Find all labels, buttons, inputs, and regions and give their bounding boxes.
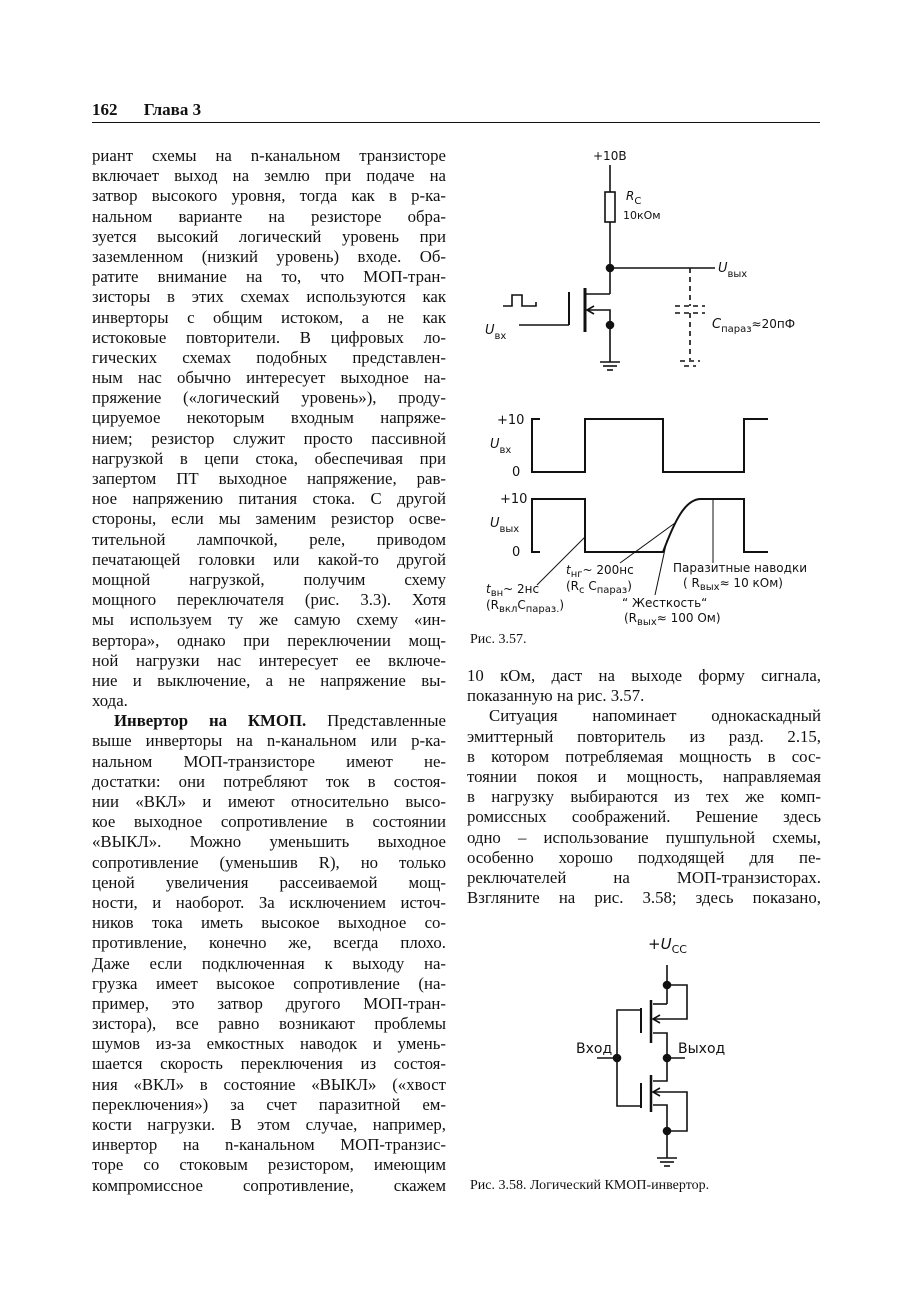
line-text: заземленном (низкий уровень) входе. Об- [92,246,446,266]
line-text: «ВЫКЛ». Можно уменьшить выходное [92,832,446,852]
line-text: ратите внимание на то, что МОП-тран- [92,267,446,287]
rc-label: $R_C$ [626,189,642,207]
line-text: Ситуация напоминает однокаскадный [489,706,821,726]
line-text: переключения») за счет паразитной ем- [92,1094,446,1114]
line-text: кое выходное сопротивление в состоянии [92,812,446,832]
tnr-label: $t_{нг}\sim$ 200нс [566,563,634,580]
uin-zero-label: 0 [512,465,521,480]
line-text: достатки: они потребляют ток в состоя- [92,771,446,791]
line-text: хода. [92,691,128,711]
waveform-diagram [486,413,807,628]
line-text: шается скорость переключения из состоя- [92,1054,446,1074]
line-text: инверторы с общим истоком, а не как [92,307,446,327]
line-text: торе со стоковым резистором, имеющим [92,1155,446,1175]
uin-high-label: +10 [497,413,525,428]
section-heading: Инвертор на КМОП. [114,711,307,731]
input-label: Вход [576,1041,613,1057]
line-text: выше инверторы на n-канальном или p-ка- [92,731,446,751]
line-text: мощного переключателя (рис. 3.3). Хотя [92,590,446,610]
nmos-resistor-inverter-circuit [485,149,795,370]
line-text: стороны, если мы заменим резистор осве- [92,509,446,529]
line-text: ной нагрузки нас интересует ее включе- [92,650,446,670]
line-text: ным нас обычно интересует выходное на- [92,368,446,388]
input-waveform [532,419,768,472]
line-text: особенно хорошо подходящей для пе- [467,847,821,867]
rc-value: 10кОм [623,209,661,222]
uout-axis-label: $U_{вых}$ [490,516,520,535]
line-text: нальном варианте на резисторе обра- [92,206,446,226]
cpar-label: $C_{параз}\approx 20пФ$ [712,317,796,335]
uout-zero-label: 0 [512,545,521,560]
line-text: истоковые повторители. В цифровых ло- [92,327,446,347]
line-text: Взгляните на рис. 3.58; здесь показано, [467,888,821,908]
supply-label: +10В [593,149,627,163]
input-pulse-icon [503,295,536,306]
line-text: гических схемах подобных представлен- [92,347,446,367]
noise-label: Паразитные наводки [673,561,807,575]
output-label: Выход [678,1041,726,1057]
uin-label: $U_{вх}$ [485,323,507,342]
line-text: инвертор на n-канальном МОП-транзис- [92,1135,446,1155]
figure-3-57-caption: Рис. 3.57. [470,632,527,647]
line-text: одно – использование пушпульной схемы, [467,827,821,847]
line-text: в нагрузку выбираются из тех же комп- [467,787,821,807]
line-text: нием; резистор служит просто пассивной [92,428,446,448]
line-text: ное напряжению питания стока. С другой [92,489,446,509]
line-text: ности, и наоборот. За исключением источ- [92,892,446,912]
line-text: ников тока иметь высокое выходное со- [92,913,446,933]
line-text: эмиттерный повторитель из разд. 2.15, [467,726,821,746]
cmos-inverter-circuit [576,935,725,1166]
parasitic-capacitor [675,268,705,366]
line-text: печатающей головки или какой-то другой [92,549,446,569]
line-text: 10 кОм, даст на выходе форму сигнала, [467,666,821,685]
line-text: Даже если подключенная к выходу на- [92,953,446,973]
line-text: включает выход на землю при подаче на [92,166,446,186]
line-text: компромиссное сопротивление, скажем [92,1175,446,1195]
line-text: запертом ПТ выходное напряжение, рав- [92,469,446,488]
line-text: реключателей на МОП-транзисторах. [467,867,821,887]
uout-high-label: +10 [500,492,528,507]
line-text: нии «ВКЛ» и имеют относительно высо- [92,792,446,811]
line-text: зуется высокий логический уровень при [92,226,446,246]
uout-label: $U_{вых}$ [718,261,748,280]
line-text: тоянии покоя и мощность, направляемая [467,766,821,786]
line-text: в котором потребляемая мощность в сос- [467,746,821,766]
line-text: противление, конечно же, всегда плохо. [92,933,446,953]
line-text: показанную на рис. 3.57. [467,686,645,706]
line-text: ние и выключение, а не напряжение вы- [92,670,446,690]
line-text: нальном МОП-транзисторе имеют не- [92,751,446,771]
line-text: цируемое некоторым входным напряже- [92,408,446,428]
line-text: тительной лампочкой, реле, приводом [92,529,446,549]
line-text: Представленные [327,711,446,731]
tnr-rc-label: ($R_c$ $C_{параз}$) [566,579,632,596]
stiffness-label: “ Жесткость“ [622,596,708,610]
tvn-rc-label: $(R_{вкл}C_{параз.})$ [486,598,565,615]
line-text: затвор высокого уровня, тогда как в p-ка- [92,186,446,206]
tvn-label: $t_{вн}\sim$ 2нс [486,582,540,599]
line-text: сопротивление (уменьшив R), но только [92,852,446,872]
line-text: ценой увеличения рассеиваемой мощ- [92,872,446,892]
line-text: грузка имеет высокое сопротивление (на- [92,973,446,993]
stiffness-r-label: ($R_{вых}\approx 100$ Ом) [624,611,721,628]
page-number: 162 [92,100,118,119]
line-text: ния «ВКЛ» в состояние «ВЫКЛ» («хвост [92,1074,446,1094]
uin-axis-label: $U_{вх}$ [490,437,512,456]
line-text: пряжение («логический уровень»), проду- [92,388,446,408]
line-text: ромиссных соображений. Решение здесь [467,807,821,827]
resistor-symbol [605,192,615,222]
line-text: мощной нагрузкой, получим схему [92,569,446,589]
ucc-label: $+U_{CC}$ [648,935,687,956]
figure-3-58-caption: Рис. 3.58. Логический КМОП-инвертор. [470,1178,710,1193]
output-waveform [532,499,768,552]
line-text: зисторы в этих схемах используются как [92,287,446,307]
line-text: кости нагрузки. В этом случае, например, [92,1115,446,1134]
line-text: зистора), все равно возникают проблемы [92,1014,446,1034]
line-text: нагрузкой в цепи стока, обеспечивая при [92,448,446,468]
line-text: вертора», однако при переключении мощ- [92,630,446,650]
line-text: шумов из-за емкостных наводок и умень- [92,1034,446,1054]
chapter-title: Глава 3 [143,100,202,119]
line-text: мы используем ту же самую схему «ин- [92,610,446,630]
line-text: пример, это затвор другого МОП-тран- [92,993,446,1013]
noise-r-label: ( $R_{вых}\approx 10$ кОм) [683,576,783,593]
line-text: риант схемы на n-канальном транзисторе [92,146,446,165]
